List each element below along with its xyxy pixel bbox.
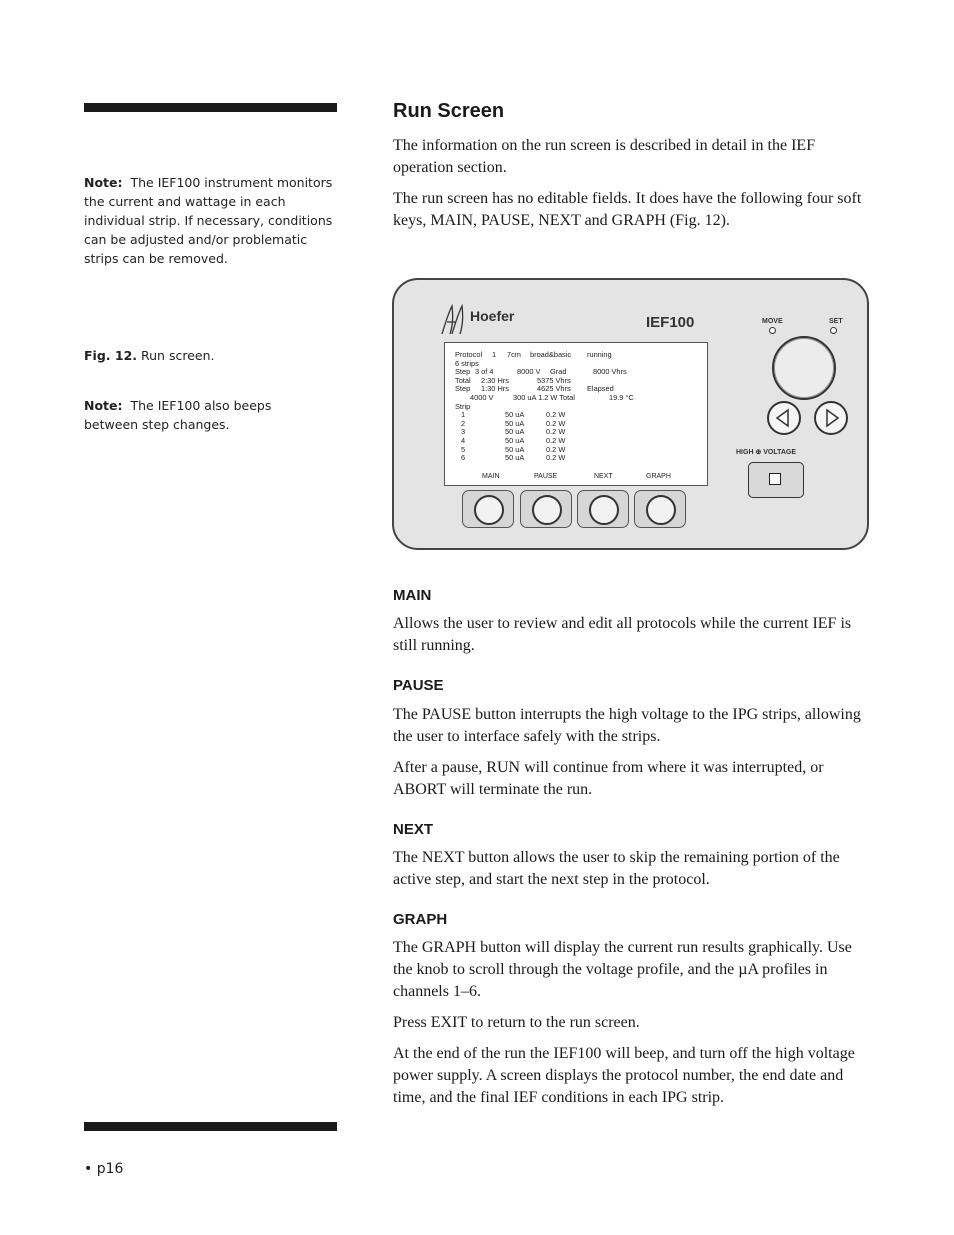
section-pause-body-2: [393, 757, 871, 801]
lcd-screen: [444, 342, 708, 486]
body-text: After a pause, RUN will continue from where it was interrupted, or ABORT will terminate the run.: [393, 759, 824, 798]
body-text: Press EXIT to return to the run screen.: [393, 1014, 640, 1031]
section-pause-body: [393, 704, 871, 748]
main-softkey-button[interactable]: [462, 490, 514, 528]
section-graph-body-3: [393, 1043, 871, 1109]
note-text: The IEF100 instrument monitors the current and wattage in each individual strip. If necessary, conditions can be adjusted and/or problematic strips can be removed.: [84, 175, 333, 266]
left-arrow-button[interactable]: [767, 401, 801, 435]
lcd-text: 50 uA: [505, 410, 525, 420]
lcd-text: Step: [455, 384, 471, 394]
lcd-text: 8000 Vhrs: [593, 367, 627, 377]
move-label: MOVE: [762, 318, 783, 325]
lcd-text: 50 uA: [505, 444, 525, 454]
next-softkey-button[interactable]: [577, 490, 629, 528]
lcd-text: 4000 V: [470, 393, 494, 402]
lcd-text: 50 uA: [505, 418, 525, 428]
triangle-right-icon: [816, 403, 846, 433]
lcd-text: 0.2 W: [546, 427, 566, 437]
right-arrow-button[interactable]: [814, 401, 848, 435]
lcd-text: 1: [461, 410, 466, 420]
lcd-text: 6: [461, 453, 466, 463]
brand-name: Hoefer: [470, 308, 515, 324]
lcd-text: Strip: [455, 401, 471, 411]
graph-softkey-button[interactable]: [634, 490, 686, 528]
triangle-left-icon: [769, 403, 799, 433]
body-text: At the end of the run the IEF100 will beep, and turn off the high voltage power supply. A screen displays the protocol number, the end date and time, and the final IEF conditions in each IPG strip.: [393, 1045, 855, 1106]
softkey-label-next: NEXT: [594, 473, 613, 481]
section-graph-body-2: [393, 1012, 871, 1034]
page-number: • p16: [84, 1161, 124, 1177]
lcd-text: 0.2 W: [546, 436, 566, 445]
lcd-text: 50 uA: [505, 453, 525, 463]
sidebar-note-beeps: [84, 396, 284, 434]
lcd-text: 1: [492, 350, 497, 359]
lcd-text: 4: [461, 436, 466, 445]
lcd-text: 50 uA: [505, 436, 525, 445]
sidebar-note-current: [84, 173, 334, 268]
section-graph-body: [393, 937, 871, 1003]
softkey-label-main: MAIN: [482, 473, 500, 481]
section-heading-next: NEXT: [393, 821, 434, 838]
hoefer-logo-icon: [440, 304, 470, 336]
set-label: SET: [829, 318, 843, 325]
note-text: The IEF100 also beeps between step changes.: [84, 398, 272, 432]
lcd-text: Step: [455, 367, 471, 377]
lcd-text: 0.2 W: [546, 418, 566, 428]
note-label: Note:: [84, 175, 123, 190]
lcd-text: 8000 V: [517, 367, 541, 377]
page-title: Run Screen: [393, 100, 505, 122]
section-next-body: [393, 847, 871, 891]
lcd-text: broad&basic: [530, 350, 572, 359]
lcd-text: Elapsed: [587, 384, 614, 394]
intro-paragraph-2: [393, 188, 871, 232]
lcd-text: 0.2 W: [546, 444, 566, 454]
body-text: Allows the user to review and edit all protocols while the current IEF is still running.: [393, 615, 852, 654]
button-cap: [646, 495, 676, 525]
lcd-text: 5375 Vhrs: [537, 375, 571, 385]
figure-caption: [84, 346, 334, 365]
section-heading-main: MAIN: [393, 587, 432, 604]
button-cap: [532, 495, 562, 525]
figure-label: Fig. 12.: [84, 348, 138, 363]
high-voltage-button[interactable]: [748, 462, 804, 498]
intro-paragraph-1: [393, 135, 871, 179]
lcd-text: 0.2 W: [546, 410, 566, 420]
lcd-text: Grad: [550, 367, 567, 377]
button-cap: [589, 495, 619, 525]
lcd-text: 3 of 4: [475, 367, 494, 377]
model-name: IEF100: [646, 314, 695, 331]
control-knob[interactable]: [772, 336, 836, 400]
intro-text: The information on the run screen is described in detail in the IEF operation section.: [393, 137, 816, 176]
top-rule: [84, 103, 337, 112]
pause-softkey-button[interactable]: [520, 490, 572, 528]
lcd-text: running: [587, 350, 612, 359]
lcd-text: 2:30 Hrs: [481, 375, 509, 385]
lcd-text: 0.2 W: [546, 453, 566, 463]
lcd-text: 50 uA: [505, 427, 525, 437]
softkey-label-graph: GRAPH: [646, 473, 671, 481]
lcd-text: 7cm: [507, 350, 521, 359]
high-voltage-label: HIGH ⊕ VOLTAGE: [736, 449, 797, 456]
body-text: The NEXT button allows the user to skip the remaining portion of the active step, and start the next step in the protocol.: [393, 849, 840, 888]
note-label: Note:: [84, 398, 123, 413]
lcd-text: Protocol: [455, 350, 483, 359]
body-text: The PAUSE button interrupts the high voltage to the IPG strips, allowing the user to interface safely with the strips.: [393, 706, 861, 745]
bottom-rule: [84, 1122, 337, 1131]
lcd-text: 5: [461, 444, 466, 454]
lcd-text: 4625 Vhrs: [537, 384, 571, 394]
section-main-body: [393, 613, 871, 657]
section-heading-pause: PAUSE: [393, 677, 444, 694]
lcd-text: 6 strips: [455, 358, 479, 368]
lcd-text: 300 uA 1.2 W Total: [513, 393, 575, 402]
intro-text: The run screen has no editable fields. It does have the following four soft keys, MAIN, PAUSE, NEXT and GRAPH (Fig. 12).: [393, 190, 862, 229]
lcd-text: 1:30 Hrs: [481, 384, 509, 394]
softkey-label-pause: PAUSE: [534, 473, 558, 481]
lcd-text: Total: [455, 375, 471, 385]
move-indicator-icon: [769, 327, 776, 334]
section-heading-graph: GRAPH: [393, 911, 448, 928]
body-text: The GRAPH button will display the current run results graphically. Use the knob to scroll through the voltage profile, and the µA profiles in channels 1–6.: [393, 939, 852, 1000]
figure-caption-text: Run screen.: [141, 348, 215, 363]
lcd-text: 19.9 °C: [609, 393, 634, 402]
lcd-text: 3: [461, 427, 466, 437]
set-indicator-icon: [830, 327, 837, 334]
stop-square-icon: [769, 473, 781, 485]
lcd-text: 2: [461, 418, 466, 428]
run-screen-figure: [392, 278, 869, 550]
button-cap: [474, 495, 504, 525]
